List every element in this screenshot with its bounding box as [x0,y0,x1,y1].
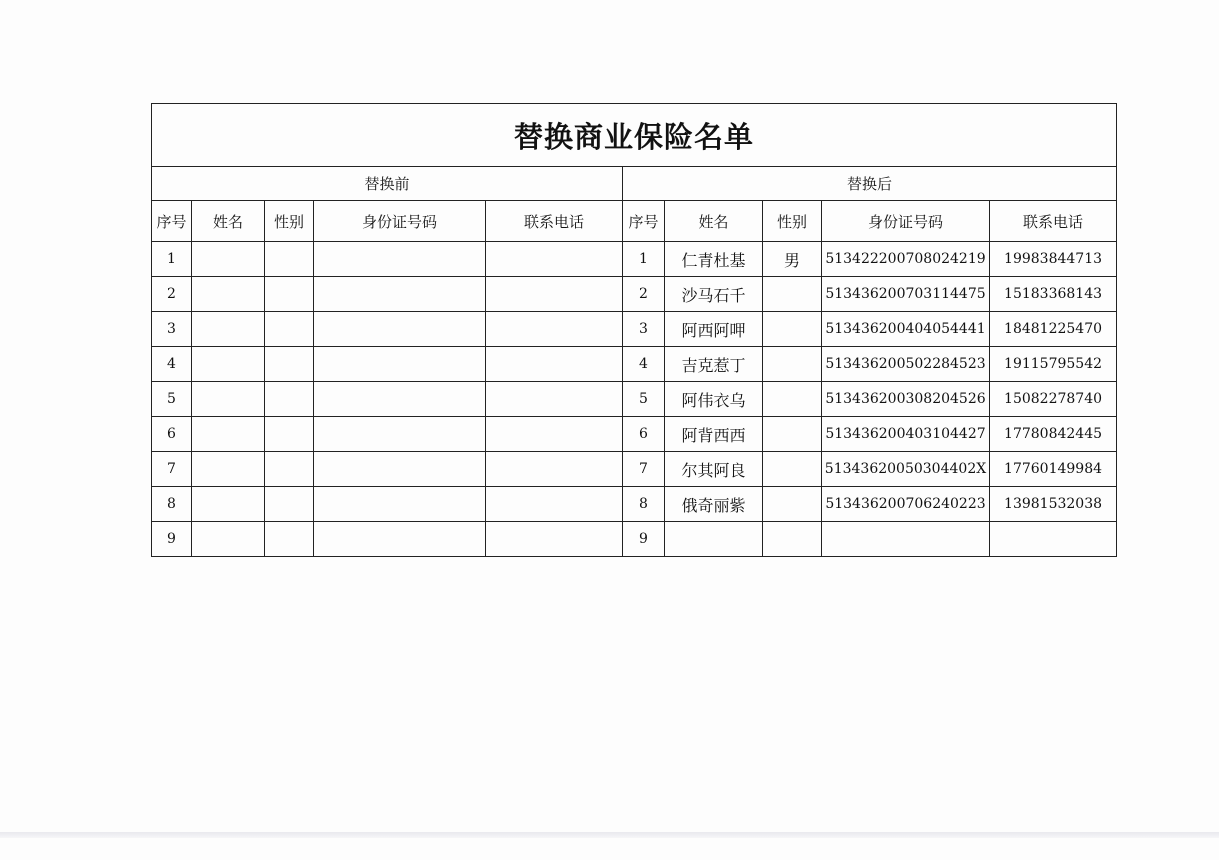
before-gender-cell [265,417,314,452]
after-seq-cell: 1 [623,242,665,277]
after-id-header: 身份证号码 [822,201,990,242]
after-name-cell: 阿背西西 [665,417,763,452]
table-row [152,242,1117,277]
after-id-cell: 513436200703114475 [822,277,990,312]
after-phone-cell: 17780842445 [990,417,1117,452]
table-row [152,312,1117,347]
before-seq-cell: 6 [152,417,192,452]
table-row [152,382,1117,417]
after-id-cell: 513436200403104427 [822,417,990,452]
after-phone-cell: 18481225470 [990,312,1117,347]
before-seq-cell: 3 [152,312,192,347]
before-phone-cell [486,242,623,277]
after-name-cell: 吉克惹丁 [665,347,763,382]
after-phone-cell: 19983844713 [990,242,1117,277]
after-id-cell: 513436200502284523 [822,347,990,382]
after-gender-cell: 男 [763,242,822,277]
after-gender-cell [763,347,822,382]
before-phone-cell [486,522,623,557]
replacement-insurance-table [151,103,1117,557]
after-gender-cell [763,522,822,557]
before-gender-cell [265,452,314,487]
before-seq-cell: 4 [152,347,192,382]
before-seq-cell: 9 [152,522,192,557]
before-name-cell [192,452,265,487]
after-seq-cell: 7 [623,452,665,487]
after-name-cell: 阿伟衣乌 [665,382,763,417]
before-id-cell [314,487,486,522]
before-gender-cell [265,522,314,557]
after-id-cell: 513436200404054441 [822,312,990,347]
before-seq-cell: 7 [152,452,192,487]
table-row [152,522,1117,557]
before-id-cell [314,347,486,382]
group-before-header: 替换前 [152,167,623,201]
before-name-header: 姓名 [192,201,265,242]
after-seq-cell: 2 [623,277,665,312]
after-name-header: 姓名 [665,201,763,242]
before-gender-cell [265,242,314,277]
after-gender-cell [763,417,822,452]
after-seq-cell: 9 [623,522,665,557]
before-name-cell [192,382,265,417]
before-phone-cell [486,347,623,382]
before-phone-cell [486,417,623,452]
before-id-cell [314,522,486,557]
after-id-cell: 51343620050304402X [822,452,990,487]
after-phone-cell: 15183368143 [990,277,1117,312]
before-id-cell [314,382,486,417]
after-id-cell [822,522,990,557]
after-gender-cell [763,452,822,487]
after-phone-cell: 17760149984 [990,452,1117,487]
after-name-cell: 阿西阿呷 [665,312,763,347]
before-phone-header: 联系电话 [486,201,623,242]
table-row [152,277,1117,312]
after-phone-cell: 15082278740 [990,382,1117,417]
group-after-header: 替换后 [623,167,1117,201]
table-title: 替换商业保险名单 [152,104,1117,167]
before-gender-cell [265,347,314,382]
before-phone-cell [486,487,623,522]
table-row [152,417,1117,452]
after-seq-cell: 8 [623,487,665,522]
before-id-cell [314,277,486,312]
scan-edge [0,832,1219,838]
after-phone-header: 联系电话 [990,201,1117,242]
before-id-cell [314,242,486,277]
after-name-cell: 仁青杜基 [665,242,763,277]
before-phone-cell [486,382,623,417]
before-phone-cell [486,452,623,487]
after-id-cell: 513422200708024219 [822,242,990,277]
after-gender-cell [763,312,822,347]
after-name-cell: 尔其阿良 [665,452,763,487]
before-seq-cell: 5 [152,382,192,417]
before-gender-cell [265,487,314,522]
before-name-cell [192,242,265,277]
before-name-cell [192,312,265,347]
before-name-cell [192,347,265,382]
before-id-cell [314,312,486,347]
after-name-cell: 沙马石千 [665,277,763,312]
before-name-cell [192,417,265,452]
before-phone-cell [486,312,623,347]
after-id-cell: 513436200308204526 [822,382,990,417]
after-seq-cell: 6 [623,417,665,452]
after-seq-header: 序号 [623,201,665,242]
table-row [152,347,1117,382]
before-name-cell [192,487,265,522]
before-phone-cell [486,277,623,312]
before-gender-cell [265,312,314,347]
after-name-cell: 俄奇丽紫 [665,487,763,522]
table-row [152,452,1117,487]
before-seq-cell: 2 [152,277,192,312]
before-seq-cell: 8 [152,487,192,522]
after-phone-cell: 13981532038 [990,487,1117,522]
before-seq-cell: 1 [152,242,192,277]
after-phone-cell: 19115795542 [990,347,1117,382]
after-name-cell [665,522,763,557]
before-gender-cell [265,277,314,312]
before-id-header: 身份证号码 [314,201,486,242]
before-gender-cell [265,382,314,417]
before-seq-header: 序号 [152,201,192,242]
before-name-cell [192,522,265,557]
after-phone-cell [990,522,1117,557]
after-gender-cell [763,277,822,312]
after-gender-header: 性别 [763,201,822,242]
after-seq-cell: 3 [623,312,665,347]
before-name-cell [192,277,265,312]
before-id-cell [314,452,486,487]
after-gender-cell [763,382,822,417]
before-id-cell [314,417,486,452]
after-seq-cell: 4 [623,347,665,382]
after-id-cell: 513436200706240223 [822,487,990,522]
after-seq-cell: 5 [623,382,665,417]
table-row [152,487,1117,522]
before-gender-header: 性别 [265,201,314,242]
after-gender-cell [763,487,822,522]
